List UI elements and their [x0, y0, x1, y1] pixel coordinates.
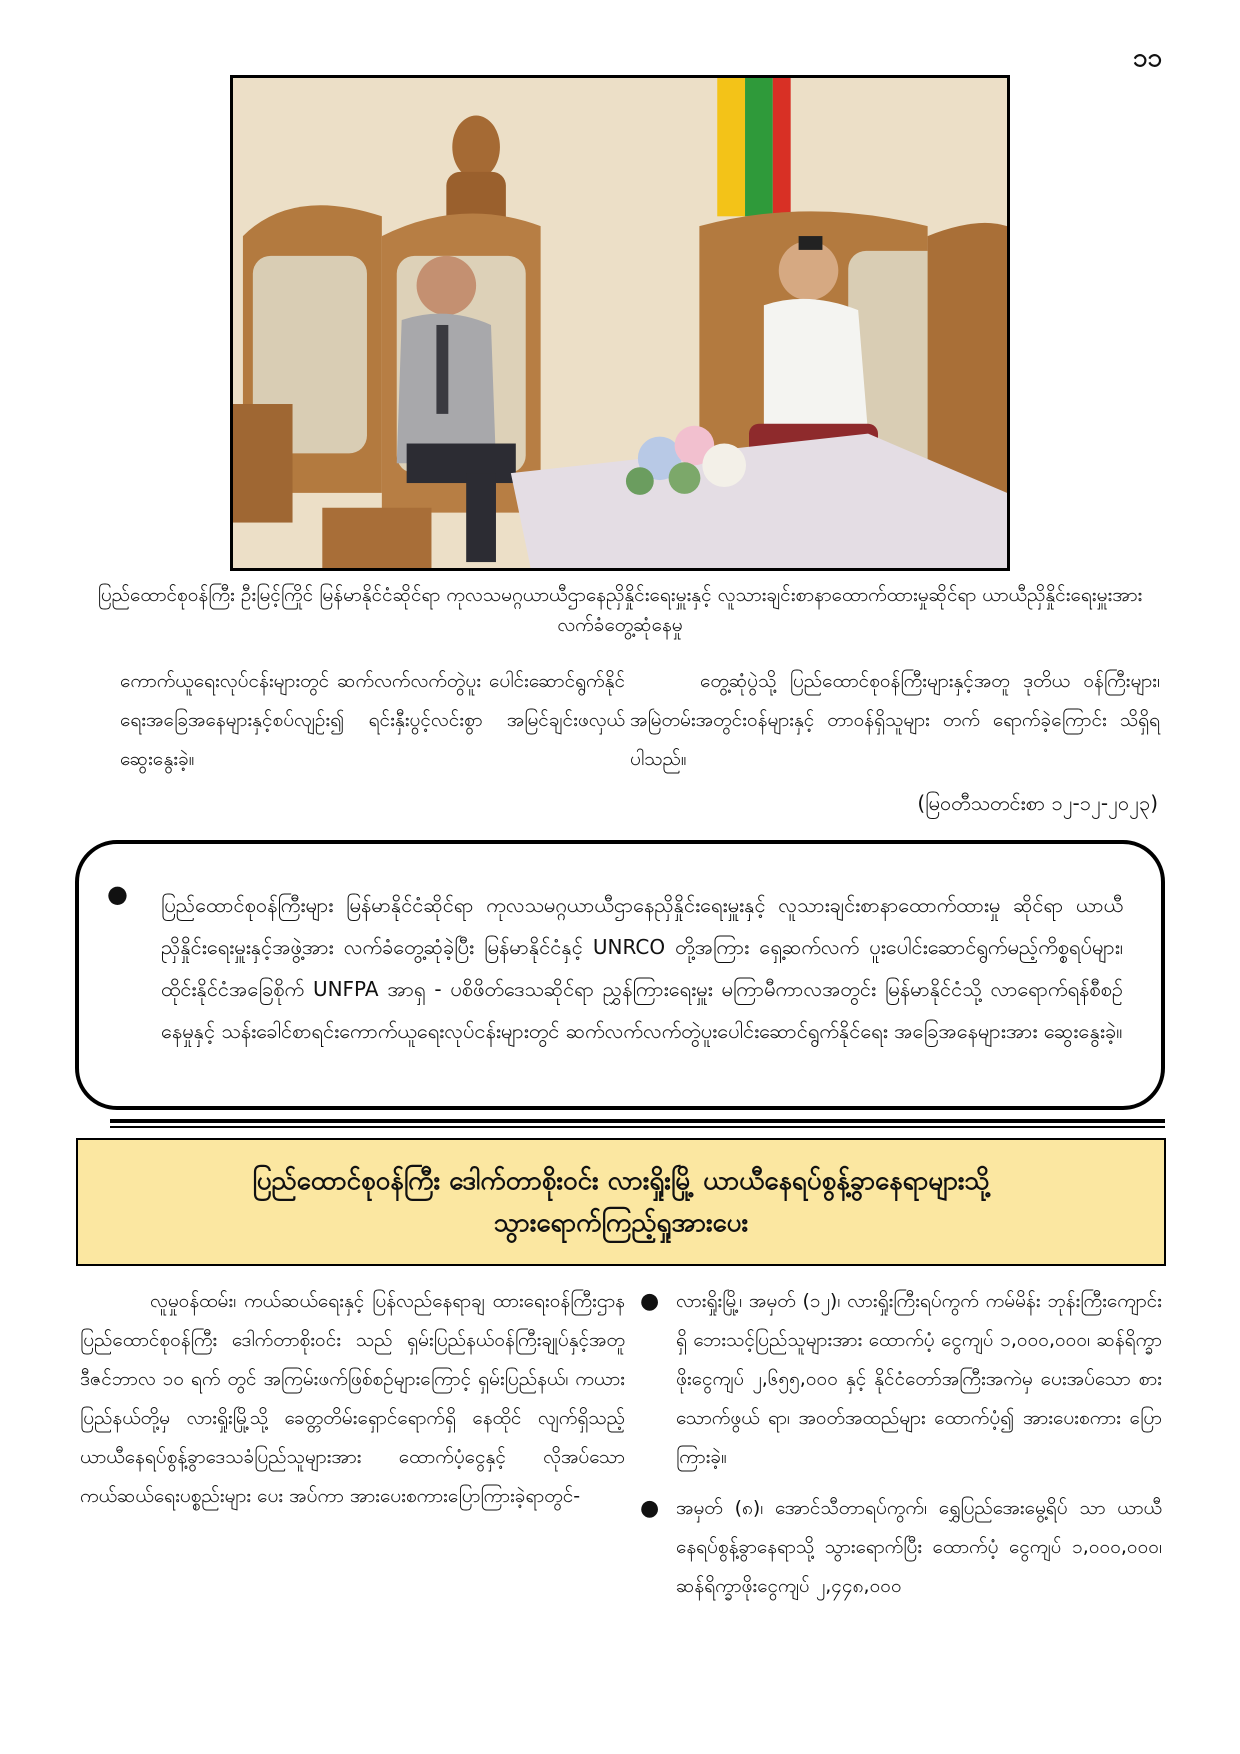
bullet-icon: ●	[107, 880, 128, 908]
article2-left-column	[80, 1282, 625, 1516]
article1-right-column	[630, 662, 1160, 779]
list-item-text: အမှတ် (၈)၊ အောင်သီတာရပ်ကွက်၊ ရွှေပြည်အေးမွေ့ရိပ် သာ ယာယီနေရပ်စွန့်ခွာနေရာသို့ သွားရောက်ပြီး ထောက်ပံ့ ငွေကျပ် ၁,၀၀၀,၀၀၀၊ ဆန်ရိက္ခာဖိုးငွေကျပ် ၂,၄၄၈,၀၀၀	[676, 1497, 1162, 1597]
bullet-icon: ●	[640, 1289, 660, 1314]
article1-right-text: တွေ့ဆုံပွဲသို့ ပြည်ထောင်စုဝန်ကြီးများနှင့်အတူ ဒုတိယ ဝန်ကြီးများ၊ အမြဲတမ်းအတွင်းဝန်များနှင့် တာဝန်ရှိသူများ တက် ရောက်ခဲ့ကြောင်း သိရှိရပါသည်။	[630, 670, 1160, 770]
article1-left-column	[80, 662, 625, 779]
meeting-photo	[230, 75, 1010, 571]
page-number: ၁၁	[1132, 43, 1162, 73]
article2-headline	[76, 1138, 1166, 1266]
headline-line-1: ပြည်ထောင်စုဝန်ကြီး ဒေါက်တာစိုးဝင်း လားရှိုးမြို့ ယာယီနေရပ်စွန့်ခွာနေရာများသို့	[252, 1166, 990, 1196]
list-item-text: လားရှိုးမြို့၊ အမှတ် (၁၂)၊ လားရှိုးကြီးရပ်ကွက် ကမ်မိန်း ဘုန်းကြီးကျောင်းရှိ ဘေးသင့်ပြည်သူများအား ထောက်ပံ့ ငွေကျပ် ၁,၀၀၀,၀၀၀၊ ဆန်ရိက္ခာဖိုးငွေကျပ် ၂,၆၅၅,၀၀၀ နှင့် နိုင်ငံတော်အကြီးအကဲမှ ပေးအပ်သော စားသောက်ဖွယ် ရာ၊ အဝတ်အထည်များ ထောက်ပံ့၍ အားပေးစကား ပြောကြားခဲ့။	[676, 1290, 1162, 1468]
article2-left-text: လူမှုဝန်ထမ်း၊ ကယ်ဆယ်ရေးနှင့် ပြန်လည်နေရာချ ထားရေးဝန်ကြီးဌာန ပြည်ထောင်စုဝန်ကြီး ဒေါက်တာစိုးဝင်း သည် ရှမ်းပြည်နယ်ဝန်ကြီးချုပ်နှင့်အတူ ဒီဇင်ဘာလ ၁၀ ရက် တွင် အကြမ်းဖက်ဖြစ်စဉ်များကြောင့် ရှမ်းပြည်နယ်၊ ကယား ပြည်နယ်တို့မှ လားရှိုးမြို့သို့ ခေတ္တတိမ်းရှောင်ရောက်ရှိ နေထိုင် လျက်ရှိသည့် ယာယီနေရပ်စွန့်ခွာဒေသခံပြည်သူများအား ထောက်ပံ့ငွေနှင့် လိုအပ်သောကယ်ဆယ်ရေးပစ္စည်းများ ပေး အပ်ကာ အားပေးစကားပြောကြားခဲ့ရာတွင်-	[80, 1290, 625, 1507]
section-divider-thick	[110, 1119, 1165, 1123]
list-item	[640, 1282, 1162, 1477]
article2-right-column	[640, 1282, 1162, 1618]
headline-line-2: သွားရောက်ကြည့်ရှုအားပေး	[493, 1208, 749, 1238]
section-divider-thin	[110, 1126, 1165, 1128]
article1-left-text: ကောက်ယူရေးလုပ်ငန်းများတွင် ဆက်လက်လက်တွဲပူး ပေါင်းဆောင်ရွက်နိုင်ရေးအခြေအနေများနှင့်စပ်လျဉ်း၍ ရင်းနှီးပွင့်လင်းစွာ အမြင်ချင်းဖလှယ်ဆွေးနွေးခဲ့။	[120, 670, 625, 770]
summary-text: ပြည်ထောင်စုဝန်ကြီးများ မြန်မာနိုင်ငံဆိုင်ရာ ကုလသမဂ္ဂယာယီဌာနေညှိနှိုင်းရေးမှူးနှင့် လူသားချင်းစာနာထောက်ထားမှု ဆိုင်ရာ ယာယီညှိနှိုင်းရေးမှူးနှင့်အဖွဲ့အား လက်ခံတွေ့ဆုံခဲ့ပြီး မြန်မာနိုင်ငံနှင့် UNRCO တို့အကြား ရှေ့ဆက်လက် ပူးပေါင်းဆောင်ရွက်မည့်ကိစ္စရပ်များ၊ ထိုင်းနိုင်ငံအခြေစိုက် UNFPA အာရှ - ပစိဖိတ်ဒေသဆိုင်ရာ ညွှန်ကြားရေးမှူး မကြာမီကာလအတွင်း မြန်မာနိုင်ငံသို့ လာရောက်ရန်စီစဉ်နေမှုနှင့် သန်းခေါင်စာရင်းကောက်ယူရေးလုပ်ငန်းများတွင် ဆက်လက်လက်တွဲပူးပေါင်းဆောင်ရွက်နိုင်ရေး အခြေအနေများအား ဆွေးနွေးခဲ့။	[161, 893, 1123, 1043]
photo-caption: ပြည်ထောင်စုဝန်ကြီး ဦးမြင့်ကြိုင် မြန်မာနိုင်ငံဆိုင်ရာ ကုလသမဂ္ဂယာယီဌာနေညှိနှိုင်းရေးမှူးနှင့် လူသားချင်းစာနာထောက်ထားမှုဆိုင်ရာ ယာယီညှိနှိုင်းရေးမှူးအား လက်ခံတွေ့ဆုံနေမှု	[97, 584, 1143, 636]
article1-source: (မြဝတီသတင်းစာ ၁၂-၁၂-၂၀၂၃)	[917, 791, 1158, 815]
meeting-photo-icon	[233, 78, 1007, 568]
list-item	[640, 1489, 1162, 1606]
summary-box	[75, 840, 1165, 1110]
bullet-icon: ●	[640, 1496, 660, 1521]
